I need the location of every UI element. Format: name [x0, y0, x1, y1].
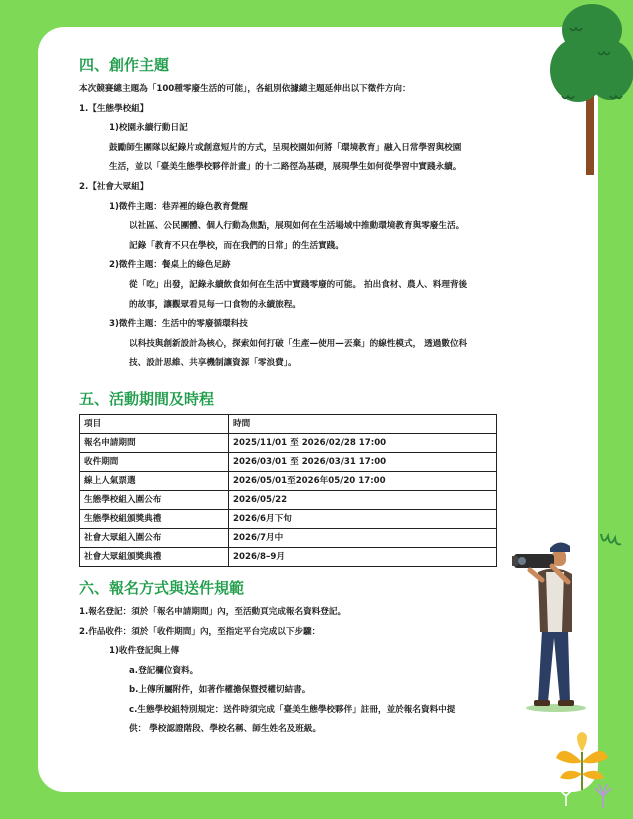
table-row [80, 433, 497, 452]
tree-illustration [548, 0, 633, 180]
table-cell: 線上人氣票選 [80, 471, 229, 490]
grass-squiggle-icon [598, 528, 628, 550]
table-row [80, 509, 497, 528]
group2-item3-title: 3)徵件主題：生活中的零廢循環科技 [109, 319, 248, 330]
section6-item-a: a.登記欄位資料。 [129, 665, 199, 676]
table-cell: 2026/03/01 至 2026/03/31 17:00 [229, 452, 497, 471]
flower-icon [590, 782, 616, 808]
sprout-icon [556, 786, 576, 806]
section6-item-c-line1: c.生態學校組特別規定：送件時須完成「臺美生態學校夥伴」註冊，並於報名資料中提 [129, 704, 456, 715]
section6-line2: 2.作品收件：須於「收件期間」內，至指定平台完成以下步驟： [79, 626, 321, 637]
group2-item2-line1: 從「吃」出發，記錄永續飲食如何在生活中實踐零廢的可能。 拍出食材、農人、料理背後 [129, 279, 468, 290]
group2-item1-line1: 以社區、公民團體、個人行動為焦點，展現如何在生活場域中推動環境教育與零廢生活。 [129, 221, 465, 232]
table-row [80, 471, 497, 490]
table-cell: 生態學校組頒獎典禮 [80, 509, 229, 528]
table-header-cell: 時間 [229, 414, 497, 433]
group1-item1-title: 1)校園永續行動日記 [109, 123, 188, 134]
table-header-cell: 項目 [80, 414, 229, 433]
table-cell: 生態學校組入圍公布 [80, 490, 229, 509]
group2-item2-line2: 的故事，讓觀眾看見每一口食物的永續旅程。 [129, 299, 301, 310]
section4-heading: 四、創作主題 [79, 56, 170, 74]
section5-heading: 五、活動期間及時程 [79, 389, 215, 408]
table-cell: 2026/05/22 [229, 490, 497, 509]
table-cell: 社會大眾組頒獎典禮 [80, 547, 229, 566]
section6-heading: 六、報名方式與送件規範 [79, 578, 245, 597]
group1-title: 1.【生態學校組】 [79, 103, 149, 114]
table-row [80, 452, 497, 471]
table-cell: 2026/6月下旬 [229, 509, 497, 528]
table-cell: 2025/11/01 至 2026/02/28 17:00 [229, 433, 497, 452]
group2-title: 2.【社會大眾組】 [79, 181, 149, 192]
table-cell: 2026/05/01至2026年05/20 17:00 [229, 471, 497, 490]
schedule-table [79, 414, 497, 567]
group2-item2-title: 2)徵件主題：餐桌上的綠色足跡 [109, 260, 231, 271]
group2-item3-line2: 技、設計思維、共享機制讓資源「零浪費」。 [129, 358, 297, 369]
table-cell: 社會大眾組入圍公布 [80, 528, 229, 547]
table-cell: 2026/8–9月 [229, 547, 497, 566]
table-cell: 2026/7月中 [229, 528, 497, 547]
group2-item1-line2: 記錄「教育不只在學校，而在我們的日常」的生活實踐。 [129, 240, 344, 251]
group1-item1-line2: 生活，並以「臺美生態學校夥伴計畫」的十二路徑為基礎，展現學生如何從學習中實踐永續。 [109, 162, 462, 173]
table-row [80, 547, 497, 566]
group2-item1-title: 1)徵件主題：巷弄裡的綠色教育覺醒 [109, 201, 248, 212]
table-header-row [80, 414, 497, 433]
group2-item3-line1: 以科技與創新設計為核心，探索如何打破「生產—使用—丟棄」的線性模式， 透過數位科 [129, 338, 468, 349]
table-cell: 報名申請期間 [80, 433, 229, 452]
table-row [80, 528, 497, 547]
section4-intro: 本次競賽總主題為「100種零廢生活的可能」，各組別依據總主題延伸出以下徵件方向： [79, 84, 411, 94]
document-content [79, 54, 549, 740]
table-row [80, 490, 497, 509]
table-cell: 收件期間 [80, 452, 229, 471]
section6-line1: 1.報名登記：須於「報名申請期間」內，至活動頁完成報名資料登記。 [79, 606, 347, 617]
section6-item-c-line2: 供： 學校認證階段、學校名稱、師生姓名及班級。 [129, 724, 322, 735]
section6-item-b: b.上傳所屬附件，如著作權擔保暨授權切結書。 [129, 685, 311, 696]
group1-item1-line1: 鼓勵師生團隊以紀錄片或創意短片的方式，呈現校園如何將「環境教育」融入日常學習與校園 [109, 142, 462, 153]
section6-sub-title: 1)收件登記與上傳 [109, 646, 180, 657]
